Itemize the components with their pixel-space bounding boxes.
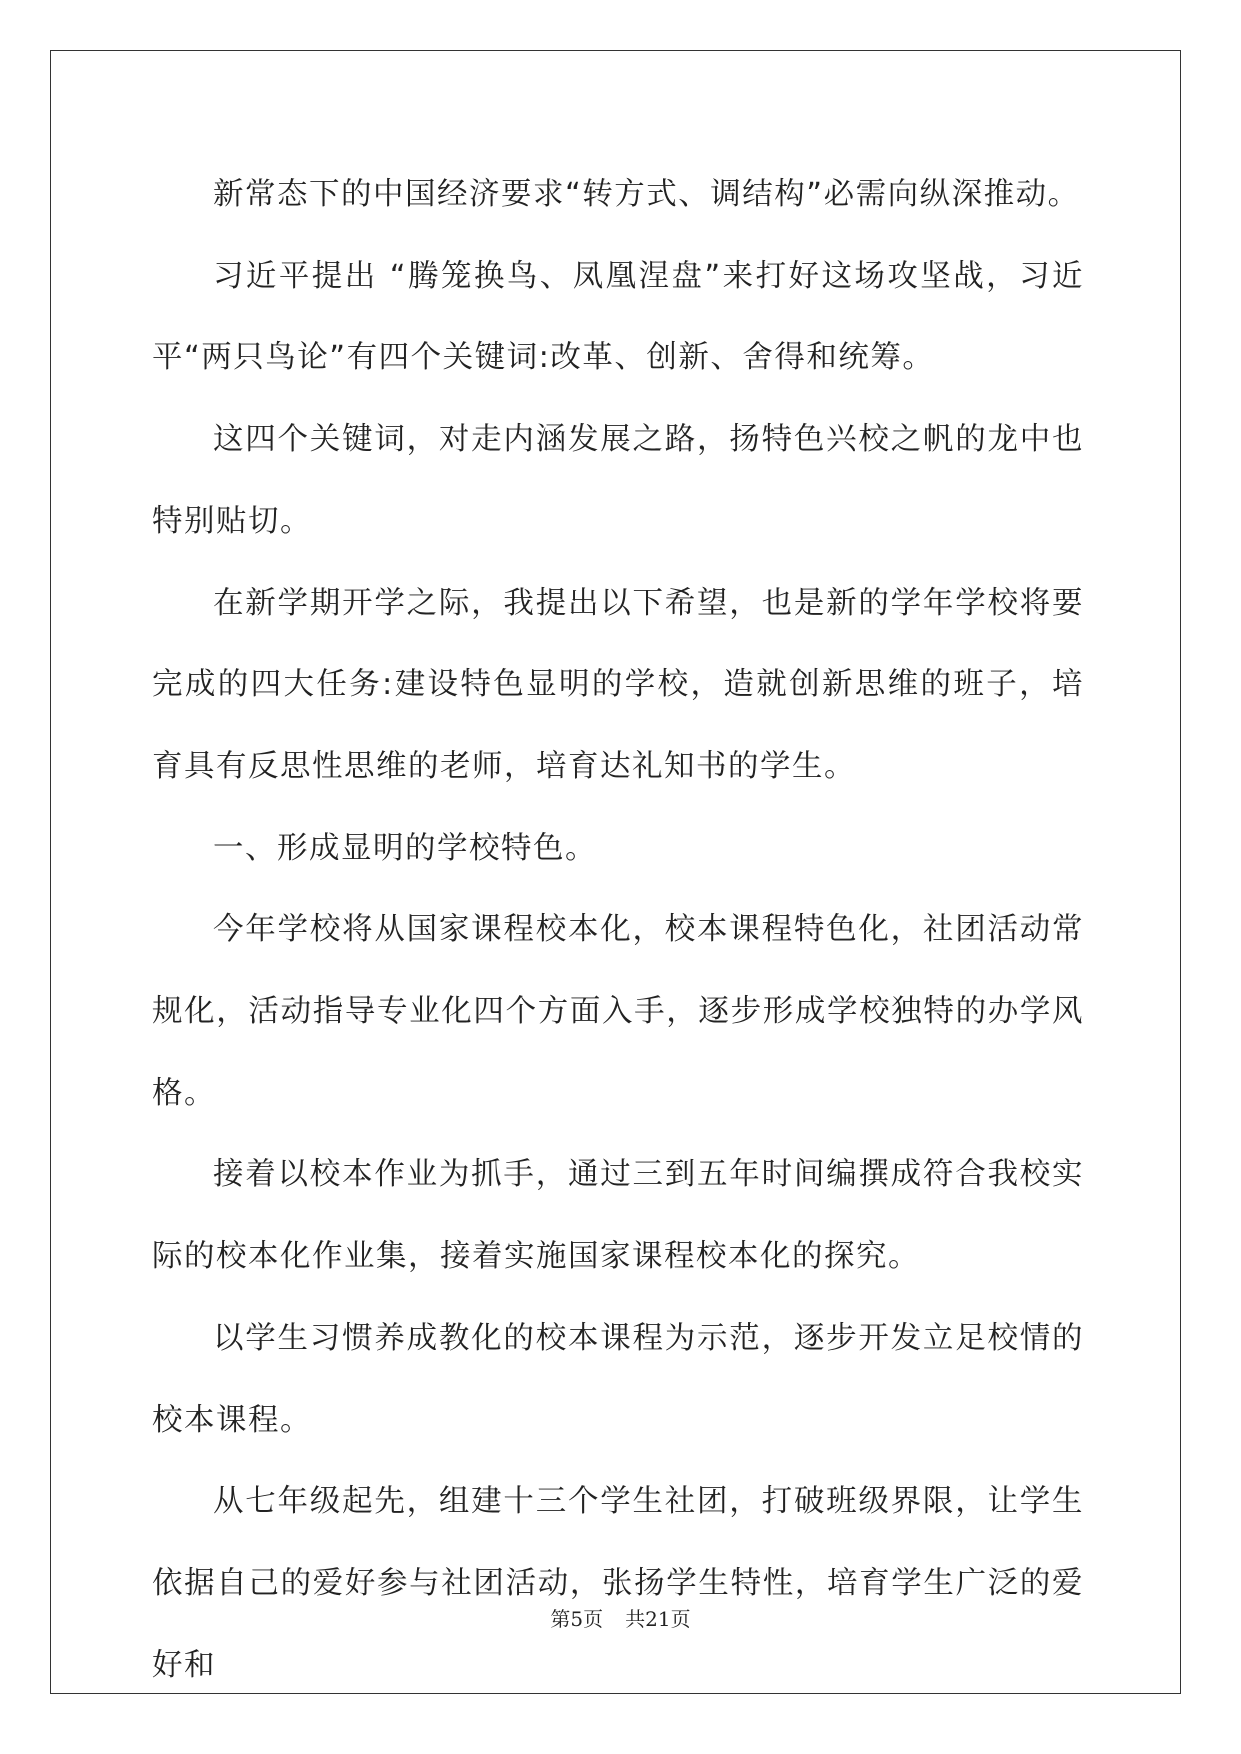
paragraph: 今年学校将从国家课程校本化，校本课程特色化，社团活动常规化，活动指导专业化四个方面入手，逐步形成学校独特的办学风格。 <box>152 912 1084 1111</box>
page-number-footer <box>0 1606 1241 1632</box>
total-pages-label: 共21页 <box>625 1607 691 1631</box>
paragraph: 在新学期开学之际，我提出以下希望，也是新的学年学校将要完成的四大任务:建设特色显明的学校，造就创新思维的班子，培育具有反思性思维的老师，培育达礼知书的学生。 <box>152 585 1084 784</box>
paragraph: 接着以校本作业为抓手，通过三到五年时间编撰成符合我校实际的校本化作业集，接着实施国家课程校本化的探究。 <box>152 1157 1084 1275</box>
paragraph: 新常态下的中国经济要求“转方式、调结构”必需向纵深推动。 <box>213 177 1080 212</box>
paragraph: 习近平提出 “腾笼换鸟、凤凰涅盘”来打好这场攻坚战，习近平“两只鸟论”有四个关键词:改革、创新、舍得和统筹。 <box>152 258 1084 376</box>
document-body <box>152 154 1084 1706</box>
current-page-label: 第5页 <box>550 1607 604 1631</box>
section-heading: 一、形成显明的学校特色。 <box>213 830 597 866</box>
paragraph: 从七年级起先，组建十三个学生社团，打破班级界限，让学生依据自己的爱好参与社团活动，张扬学生特性，培育学生广泛的爱好和 <box>152 1484 1084 1683</box>
paragraph: 以学生习惯养成教化的校本课程为示范，逐步开发立足校情的校本课程。 <box>152 1320 1084 1438</box>
paragraph: 这四个关键词，对走内涵发展之路，扬特色兴校之帆的龙中也特别贴切。 <box>152 422 1084 539</box>
